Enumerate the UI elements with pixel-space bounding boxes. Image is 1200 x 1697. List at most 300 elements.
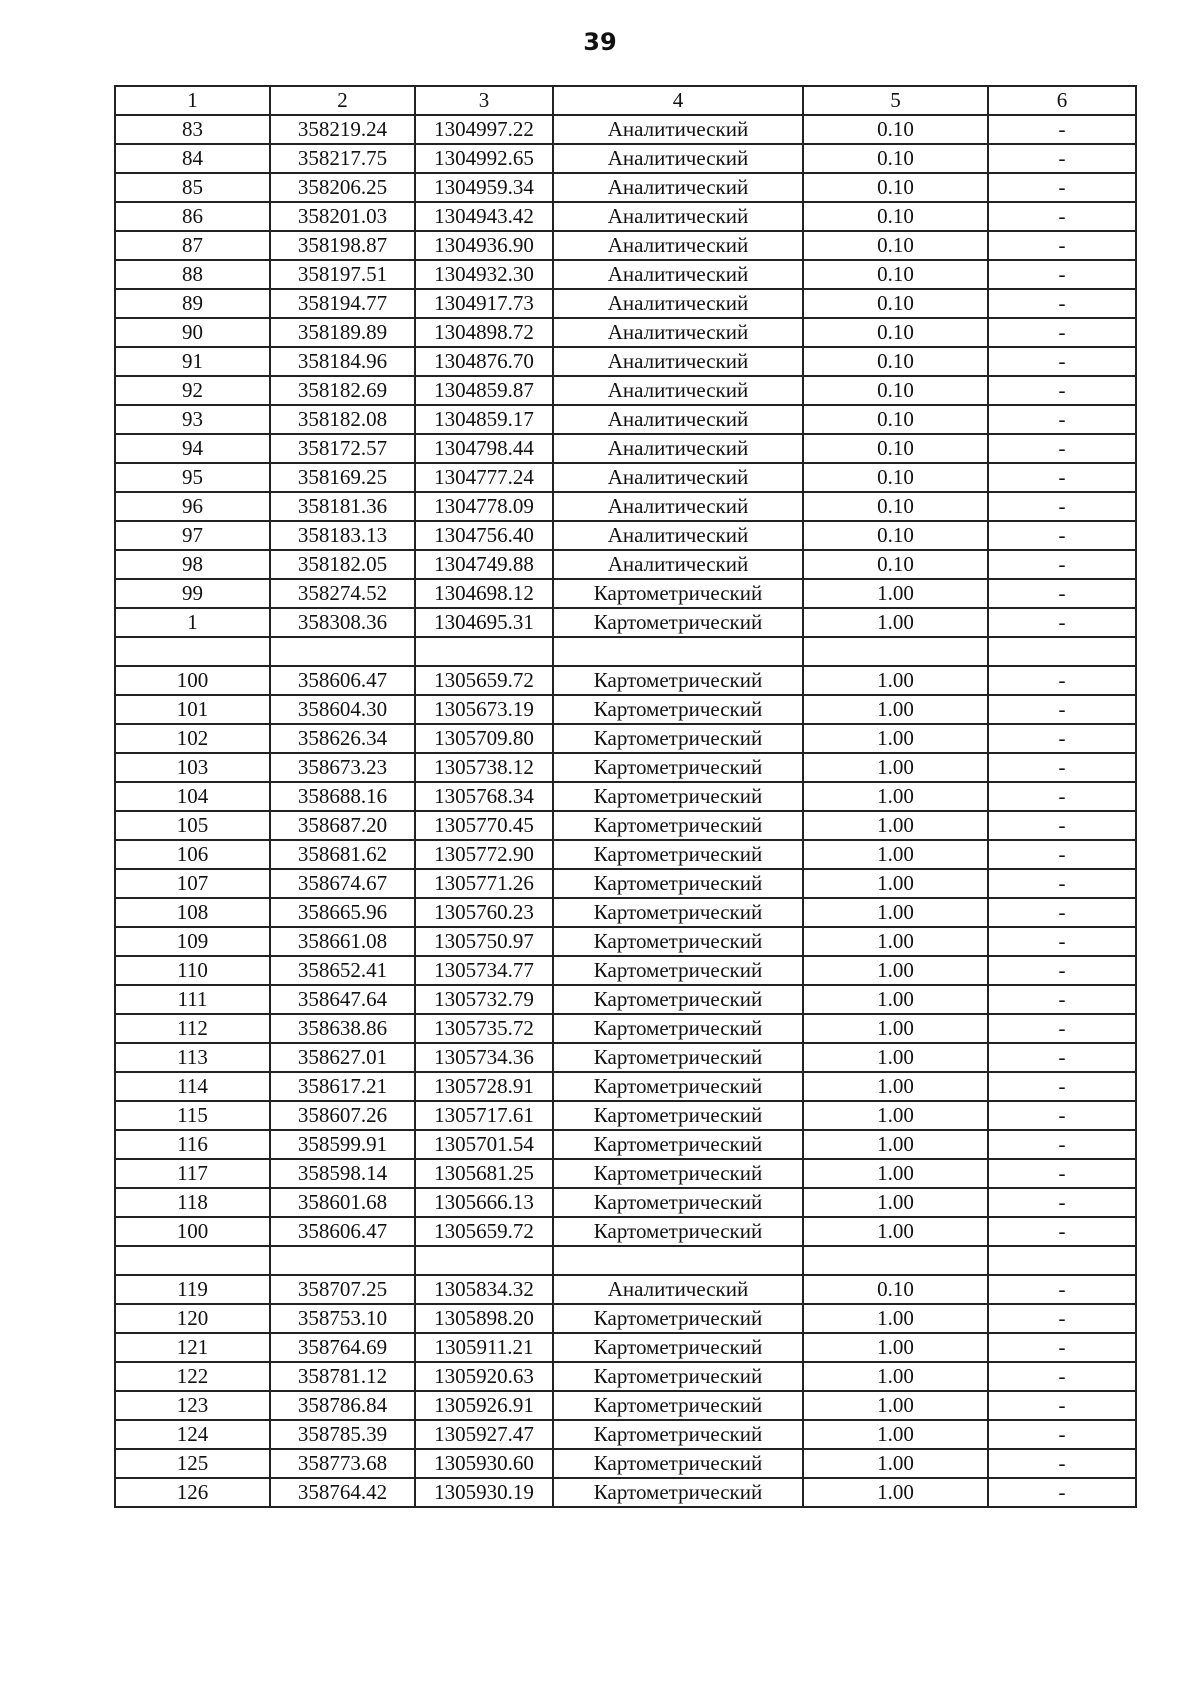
method-cell: Картометрический xyxy=(553,1333,803,1362)
note-cell: - xyxy=(988,840,1136,869)
y-coordinate-cell: 1305911.21 xyxy=(415,1333,553,1362)
y-coordinate-cell: 1305701.54 xyxy=(415,1130,553,1159)
accuracy-cell: 1.00 xyxy=(803,1072,988,1101)
accuracy-cell: 1.00 xyxy=(803,1362,988,1391)
point-number-cell: 89 xyxy=(115,289,270,318)
note-cell: - xyxy=(988,1159,1136,1188)
method-cell: Картометрический xyxy=(553,1014,803,1043)
accuracy-cell xyxy=(803,1246,988,1275)
y-coordinate-cell xyxy=(415,637,553,666)
table-row xyxy=(115,260,1136,289)
point-number-cell: 125 xyxy=(115,1449,270,1478)
accuracy-cell: 0.10 xyxy=(803,347,988,376)
note-cell: - xyxy=(988,347,1136,376)
note-cell: - xyxy=(988,1362,1136,1391)
method-cell: Аналитический xyxy=(553,1275,803,1304)
accuracy-cell: 1.00 xyxy=(803,956,988,985)
note-cell: - xyxy=(988,1217,1136,1246)
point-number-cell xyxy=(115,637,270,666)
note-cell: - xyxy=(988,666,1136,695)
x-coordinate-cell: 358638.86 xyxy=(270,1014,415,1043)
x-coordinate-cell: 358617.21 xyxy=(270,1072,415,1101)
table-row xyxy=(115,115,1136,144)
y-coordinate-cell: 1304917.73 xyxy=(415,289,553,318)
accuracy-cell: 0.10 xyxy=(803,115,988,144)
note-cell: - xyxy=(988,782,1136,811)
note-cell: - xyxy=(988,550,1136,579)
note-cell: - xyxy=(988,1275,1136,1304)
table-row xyxy=(115,434,1136,463)
note-cell: - xyxy=(988,1043,1136,1072)
method-cell: Картометрический xyxy=(553,811,803,840)
y-coordinate-cell: 1305734.36 xyxy=(415,1043,553,1072)
point-number-cell: 121 xyxy=(115,1333,270,1362)
y-coordinate-cell: 1304798.44 xyxy=(415,434,553,463)
x-coordinate-cell: 358707.25 xyxy=(270,1275,415,1304)
note-cell: - xyxy=(988,927,1136,956)
point-number-cell: 119 xyxy=(115,1275,270,1304)
point-number-cell: 92 xyxy=(115,376,270,405)
accuracy-cell: 1.00 xyxy=(803,898,988,927)
method-cell: Аналитический xyxy=(553,318,803,347)
accuracy-cell: 1.00 xyxy=(803,608,988,637)
y-coordinate-cell: 1304778.09 xyxy=(415,492,553,521)
x-coordinate-cell: 358781.12 xyxy=(270,1362,415,1391)
point-number-cell: 85 xyxy=(115,173,270,202)
table-row xyxy=(115,579,1136,608)
method-cell: Картометрический xyxy=(553,666,803,695)
point-number-cell: 99 xyxy=(115,579,270,608)
accuracy-cell: 0.10 xyxy=(803,231,988,260)
x-coordinate-cell: 358194.77 xyxy=(270,289,415,318)
accuracy-cell: 1.00 xyxy=(803,840,988,869)
point-number-cell: 113 xyxy=(115,1043,270,1072)
point-number-cell: 108 xyxy=(115,898,270,927)
method-cell: Картометрический xyxy=(553,1188,803,1217)
accuracy-cell: 1.00 xyxy=(803,1478,988,1507)
method-cell: Аналитический xyxy=(553,376,803,405)
table-row xyxy=(115,666,1136,695)
point-number-cell: 86 xyxy=(115,202,270,231)
note-cell xyxy=(988,1246,1136,1275)
table-row xyxy=(115,1188,1136,1217)
accuracy-cell: 0.10 xyxy=(803,434,988,463)
point-number-cell xyxy=(115,1246,270,1275)
x-coordinate-cell: 358308.36 xyxy=(270,608,415,637)
point-number-cell: 123 xyxy=(115,1391,270,1420)
y-coordinate-cell: 1304859.87 xyxy=(415,376,553,405)
point-number-cell: 103 xyxy=(115,753,270,782)
method-cell: Картометрический xyxy=(553,840,803,869)
point-number-cell: 94 xyxy=(115,434,270,463)
table-separator-row xyxy=(115,1246,1136,1275)
method-cell: Картометрический xyxy=(553,1072,803,1101)
x-coordinate-cell: 358182.05 xyxy=(270,550,415,579)
accuracy-cell: 1.00 xyxy=(803,1391,988,1420)
method-cell: Картометрический xyxy=(553,985,803,1014)
method-cell: Картометрический xyxy=(553,1304,803,1333)
method-cell xyxy=(553,1246,803,1275)
y-coordinate-cell: 1305772.90 xyxy=(415,840,553,869)
accuracy-cell: 1.00 xyxy=(803,1217,988,1246)
note-cell: - xyxy=(988,579,1136,608)
table-row xyxy=(115,173,1136,202)
note-cell: - xyxy=(988,1478,1136,1507)
table-separator-row xyxy=(115,637,1136,666)
point-number-cell: 112 xyxy=(115,1014,270,1043)
note-cell: - xyxy=(988,289,1136,318)
accuracy-cell: 1.00 xyxy=(803,666,988,695)
x-coordinate-cell: 358184.96 xyxy=(270,347,415,376)
x-coordinate-cell xyxy=(270,637,415,666)
method-cell: Аналитический xyxy=(553,115,803,144)
accuracy-cell: 1.00 xyxy=(803,985,988,1014)
point-number-cell: 111 xyxy=(115,985,270,1014)
note-cell: - xyxy=(988,695,1136,724)
x-coordinate-cell: 358169.25 xyxy=(270,463,415,492)
page-number: 39 xyxy=(583,28,617,56)
method-cell: Картометрический xyxy=(553,1217,803,1246)
x-coordinate-cell: 358647.64 xyxy=(270,985,415,1014)
y-coordinate-cell: 1304932.30 xyxy=(415,260,553,289)
note-cell: - xyxy=(988,115,1136,144)
x-coordinate-cell: 358172.57 xyxy=(270,434,415,463)
accuracy-cell: 0.10 xyxy=(803,202,988,231)
method-cell: Аналитический xyxy=(553,202,803,231)
note-cell: - xyxy=(988,753,1136,782)
method-cell: Картометрический xyxy=(553,608,803,637)
y-coordinate-cell: 1304959.34 xyxy=(415,173,553,202)
table-row xyxy=(115,347,1136,376)
point-number-cell: 117 xyxy=(115,1159,270,1188)
accuracy-cell: 0.10 xyxy=(803,492,988,521)
x-coordinate-cell: 358217.75 xyxy=(270,144,415,173)
y-coordinate-cell: 1304898.72 xyxy=(415,318,553,347)
point-number-cell: 105 xyxy=(115,811,270,840)
x-coordinate-cell: 358197.51 xyxy=(270,260,415,289)
x-coordinate-cell: 358785.39 xyxy=(270,1420,415,1449)
accuracy-cell: 0.10 xyxy=(803,1275,988,1304)
y-coordinate-cell: 1304859.17 xyxy=(415,405,553,434)
table-row xyxy=(115,1391,1136,1420)
method-cell: Аналитический xyxy=(553,347,803,376)
x-coordinate-cell: 358681.62 xyxy=(270,840,415,869)
y-coordinate-cell: 1305681.25 xyxy=(415,1159,553,1188)
accuracy-cell: 0.10 xyxy=(803,173,988,202)
y-coordinate-cell: 1305771.26 xyxy=(415,869,553,898)
point-number-cell: 98 xyxy=(115,550,270,579)
y-coordinate-cell: 1304749.88 xyxy=(415,550,553,579)
y-coordinate-cell: 1305898.20 xyxy=(415,1304,553,1333)
method-cell: Картометрический xyxy=(553,695,803,724)
x-coordinate-cell: 358688.16 xyxy=(270,782,415,811)
x-coordinate-cell: 358182.69 xyxy=(270,376,415,405)
table-header-row xyxy=(115,86,1136,115)
x-coordinate-cell: 358607.26 xyxy=(270,1101,415,1130)
header-cell: 5 xyxy=(803,86,988,115)
accuracy-cell: 1.00 xyxy=(803,1130,988,1159)
accuracy-cell: 0.10 xyxy=(803,289,988,318)
note-cell: - xyxy=(988,1333,1136,1362)
point-number-cell: 100 xyxy=(115,1217,270,1246)
table-row xyxy=(115,956,1136,985)
table-row xyxy=(115,463,1136,492)
y-coordinate-cell: 1305709.80 xyxy=(415,724,553,753)
accuracy-cell: 0.10 xyxy=(803,144,988,173)
x-coordinate-cell: 358183.13 xyxy=(270,521,415,550)
table-row xyxy=(115,985,1136,1014)
table-row xyxy=(115,1333,1136,1362)
table-row xyxy=(115,1130,1136,1159)
point-number-cell: 126 xyxy=(115,1478,270,1507)
accuracy-cell: 0.10 xyxy=(803,260,988,289)
x-coordinate-cell: 358687.20 xyxy=(270,811,415,840)
accuracy-cell: 1.00 xyxy=(803,1159,988,1188)
y-coordinate-cell: 1305920.63 xyxy=(415,1362,553,1391)
y-coordinate-cell: 1305927.47 xyxy=(415,1420,553,1449)
note-cell: - xyxy=(988,492,1136,521)
table-row xyxy=(115,898,1136,927)
point-number-cell: 107 xyxy=(115,869,270,898)
table-row xyxy=(115,1449,1136,1478)
table-row xyxy=(115,695,1136,724)
header-cell: 2 xyxy=(270,86,415,115)
y-coordinate-cell: 1304876.70 xyxy=(415,347,553,376)
y-coordinate-cell: 1304695.31 xyxy=(415,608,553,637)
table-row xyxy=(115,492,1136,521)
note-cell: - xyxy=(988,521,1136,550)
table-row xyxy=(115,869,1136,898)
point-number-cell: 93 xyxy=(115,405,270,434)
y-coordinate-cell: 1305926.91 xyxy=(415,1391,553,1420)
accuracy-cell: 1.00 xyxy=(803,1101,988,1130)
x-coordinate-cell: 358189.89 xyxy=(270,318,415,347)
x-coordinate-cell: 358674.67 xyxy=(270,869,415,898)
accuracy-cell: 0.10 xyxy=(803,463,988,492)
method-cell: Картометрический xyxy=(553,1449,803,1478)
x-coordinate-cell: 358786.84 xyxy=(270,1391,415,1420)
table-row xyxy=(115,1043,1136,1072)
x-coordinate-cell: 358753.10 xyxy=(270,1304,415,1333)
y-coordinate-cell: 1305750.97 xyxy=(415,927,553,956)
table-row xyxy=(115,724,1136,753)
accuracy-cell: 1.00 xyxy=(803,1014,988,1043)
accuracy-cell: 1.00 xyxy=(803,927,988,956)
note-cell: - xyxy=(988,898,1136,927)
x-coordinate-cell xyxy=(270,1246,415,1275)
accuracy-cell: 1.00 xyxy=(803,1420,988,1449)
table-row xyxy=(115,202,1136,231)
accuracy-cell: 1.00 xyxy=(803,1449,988,1478)
table-row xyxy=(115,1304,1136,1333)
note-cell: - xyxy=(988,318,1136,347)
accuracy-cell: 1.00 xyxy=(803,753,988,782)
x-coordinate-cell: 358182.08 xyxy=(270,405,415,434)
method-cell: Аналитический xyxy=(553,144,803,173)
note-cell: - xyxy=(988,1391,1136,1420)
point-number-cell: 88 xyxy=(115,260,270,289)
y-coordinate-cell: 1305666.13 xyxy=(415,1188,553,1217)
point-number-cell: 100 xyxy=(115,666,270,695)
table-row xyxy=(115,1478,1136,1507)
y-coordinate-cell: 1305717.61 xyxy=(415,1101,553,1130)
method-cell: Картометрический xyxy=(553,1101,803,1130)
y-coordinate-cell: 1305728.91 xyxy=(415,1072,553,1101)
table-row xyxy=(115,840,1136,869)
y-coordinate-cell: 1304943.42 xyxy=(415,202,553,231)
y-coordinate-cell: 1305930.60 xyxy=(415,1449,553,1478)
y-coordinate-cell: 1305732.79 xyxy=(415,985,553,1014)
table-row xyxy=(115,1159,1136,1188)
y-coordinate-cell: 1305659.72 xyxy=(415,666,553,695)
method-cell: Картометрический xyxy=(553,579,803,608)
note-cell: - xyxy=(988,985,1136,1014)
point-number-cell: 109 xyxy=(115,927,270,956)
table-row xyxy=(115,144,1136,173)
x-coordinate-cell: 358219.24 xyxy=(270,115,415,144)
method-cell: Аналитический xyxy=(553,434,803,463)
note-cell xyxy=(988,637,1136,666)
method-cell: Аналитический xyxy=(553,260,803,289)
y-coordinate-cell: 1305768.34 xyxy=(415,782,553,811)
y-coordinate-cell: 1304992.65 xyxy=(415,144,553,173)
x-coordinate-cell: 358181.36 xyxy=(270,492,415,521)
method-cell: Аналитический xyxy=(553,289,803,318)
method-cell: Картометрический xyxy=(553,724,803,753)
note-cell: - xyxy=(988,724,1136,753)
table-row xyxy=(115,1362,1136,1391)
x-coordinate-cell: 358661.08 xyxy=(270,927,415,956)
accuracy-cell: 1.00 xyxy=(803,1043,988,1072)
method-cell: Картометрический xyxy=(553,1159,803,1188)
table-row xyxy=(115,550,1136,579)
table-row xyxy=(115,1101,1136,1130)
y-coordinate-cell: 1304997.22 xyxy=(415,115,553,144)
note-cell: - xyxy=(988,260,1136,289)
table-row xyxy=(115,1014,1136,1043)
x-coordinate-cell: 358198.87 xyxy=(270,231,415,260)
table-row xyxy=(115,1420,1136,1449)
table-row xyxy=(115,753,1136,782)
method-cell: Аналитический xyxy=(553,231,803,260)
accuracy-cell: 0.10 xyxy=(803,318,988,347)
y-coordinate-cell: 1305760.23 xyxy=(415,898,553,927)
header-cell: 3 xyxy=(415,86,553,115)
x-coordinate-cell: 358604.30 xyxy=(270,695,415,724)
y-coordinate-cell: 1304777.24 xyxy=(415,463,553,492)
point-number-cell: 95 xyxy=(115,463,270,492)
method-cell: Картометрический xyxy=(553,956,803,985)
table-row xyxy=(115,521,1136,550)
point-number-cell: 104 xyxy=(115,782,270,811)
method-cell: Картометрический xyxy=(553,1130,803,1159)
x-coordinate-cell: 358606.47 xyxy=(270,666,415,695)
header-cell: 1 xyxy=(115,86,270,115)
accuracy-cell: 0.10 xyxy=(803,405,988,434)
x-coordinate-cell: 358652.41 xyxy=(270,956,415,985)
method-cell: Картометрический xyxy=(553,869,803,898)
accuracy-cell: 0.10 xyxy=(803,521,988,550)
point-number-cell: 83 xyxy=(115,115,270,144)
accuracy-cell: 1.00 xyxy=(803,1304,988,1333)
y-coordinate-cell: 1304756.40 xyxy=(415,521,553,550)
y-coordinate-cell: 1305834.32 xyxy=(415,1275,553,1304)
accuracy-cell: 1.00 xyxy=(803,811,988,840)
accuracy-cell: 1.00 xyxy=(803,1333,988,1362)
method-cell: Аналитический xyxy=(553,405,803,434)
method-cell: Картометрический xyxy=(553,753,803,782)
y-coordinate-cell: 1305930.19 xyxy=(415,1478,553,1507)
table-row xyxy=(115,811,1136,840)
header-cell: 6 xyxy=(988,86,1136,115)
y-coordinate-cell: 1304698.12 xyxy=(415,579,553,608)
point-number-cell: 110 xyxy=(115,956,270,985)
note-cell: - xyxy=(988,1130,1136,1159)
point-number-cell: 122 xyxy=(115,1362,270,1391)
x-coordinate-cell: 358201.03 xyxy=(270,202,415,231)
method-cell: Аналитический xyxy=(553,492,803,521)
accuracy-cell: 1.00 xyxy=(803,695,988,724)
x-coordinate-cell: 358764.69 xyxy=(270,1333,415,1362)
point-number-cell: 101 xyxy=(115,695,270,724)
y-coordinate-cell: 1305738.12 xyxy=(415,753,553,782)
x-coordinate-cell: 358764.42 xyxy=(270,1478,415,1507)
table-row xyxy=(115,318,1136,347)
note-cell: - xyxy=(988,144,1136,173)
accuracy-cell: 1.00 xyxy=(803,724,988,753)
x-coordinate-cell: 358206.25 xyxy=(270,173,415,202)
method-cell: Картометрический xyxy=(553,782,803,811)
accuracy-cell: 1.00 xyxy=(803,579,988,608)
note-cell: - xyxy=(988,202,1136,231)
x-coordinate-cell: 358274.52 xyxy=(270,579,415,608)
note-cell: - xyxy=(988,1420,1136,1449)
x-coordinate-cell: 358773.68 xyxy=(270,1449,415,1478)
point-number-cell: 102 xyxy=(115,724,270,753)
x-coordinate-cell: 358626.34 xyxy=(270,724,415,753)
x-coordinate-cell: 358598.14 xyxy=(270,1159,415,1188)
y-coordinate-cell: 1305734.77 xyxy=(415,956,553,985)
note-cell: - xyxy=(988,608,1136,637)
table-row xyxy=(115,376,1136,405)
point-number-cell: 124 xyxy=(115,1420,270,1449)
note-cell: - xyxy=(988,1188,1136,1217)
note-cell: - xyxy=(988,173,1136,202)
table-row xyxy=(115,608,1136,637)
point-number-cell: 1 xyxy=(115,608,270,637)
point-number-cell: 90 xyxy=(115,318,270,347)
method-cell: Картометрический xyxy=(553,1043,803,1072)
y-coordinate-cell: 1304936.90 xyxy=(415,231,553,260)
note-cell: - xyxy=(988,434,1136,463)
note-cell: - xyxy=(988,405,1136,434)
header-cell: 4 xyxy=(553,86,803,115)
table-row xyxy=(115,1217,1136,1246)
method-cell: Аналитический xyxy=(553,173,803,202)
accuracy-cell xyxy=(803,637,988,666)
point-number-cell: 106 xyxy=(115,840,270,869)
note-cell: - xyxy=(988,376,1136,405)
point-number-cell: 118 xyxy=(115,1188,270,1217)
point-number-cell: 87 xyxy=(115,231,270,260)
note-cell: - xyxy=(988,1304,1136,1333)
y-coordinate-cell: 1305659.72 xyxy=(415,1217,553,1246)
point-number-cell: 114 xyxy=(115,1072,270,1101)
note-cell: - xyxy=(988,1449,1136,1478)
table-row xyxy=(115,782,1136,811)
accuracy-cell: 0.10 xyxy=(803,550,988,579)
method-cell: Картометрический xyxy=(553,927,803,956)
